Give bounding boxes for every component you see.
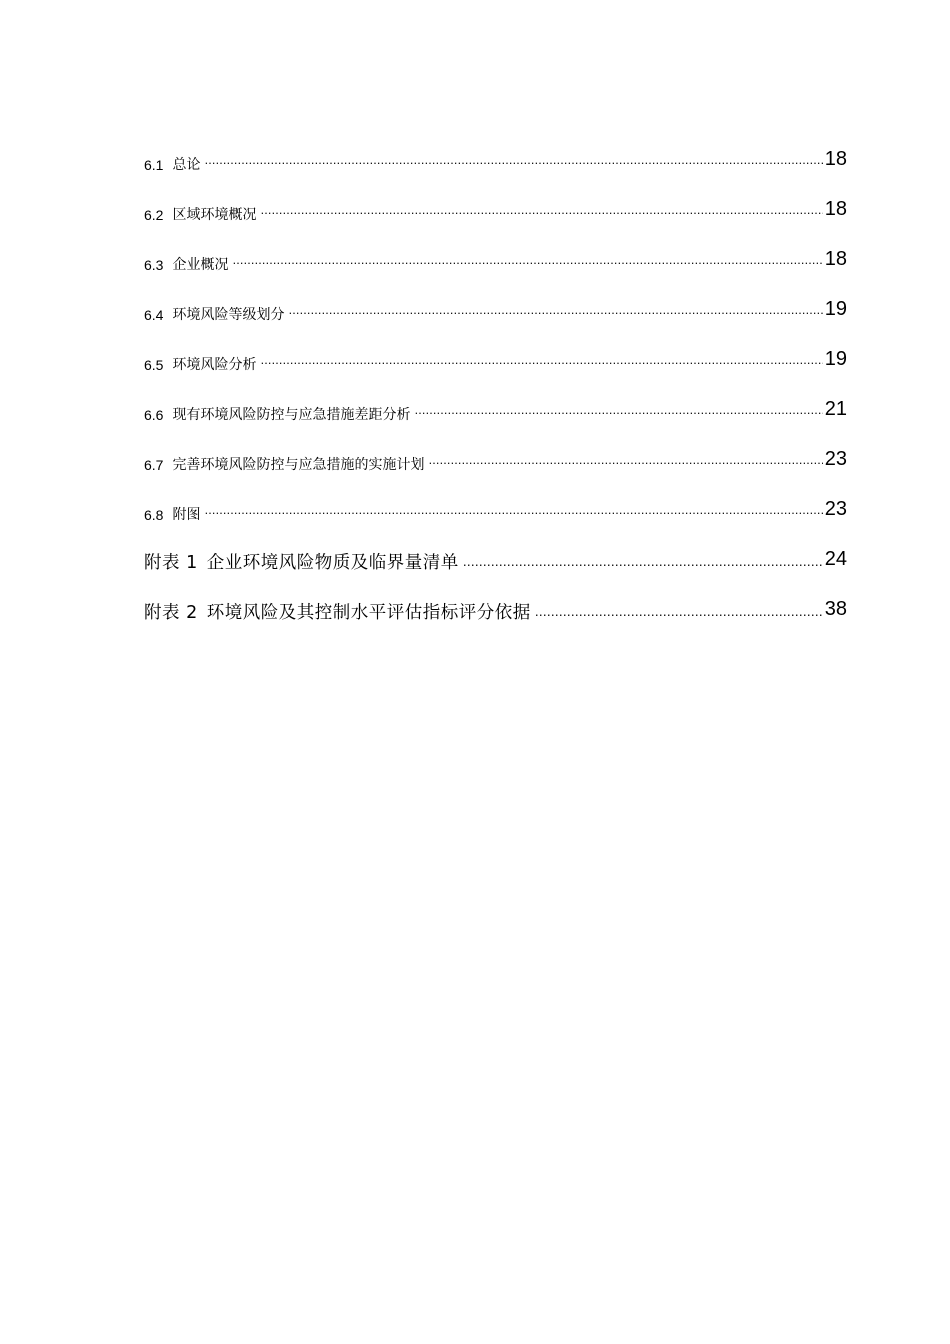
toc-entry-number: 6.8 [144, 507, 164, 523]
toc-entry-6-5[interactable] [144, 324, 847, 374]
toc-entry-appendix-1[interactable] [144, 524, 847, 574]
toc-entry-6-3[interactable] [144, 224, 847, 274]
toc-dot-leader [260, 204, 822, 224]
toc-entry-number: 附表 1 [144, 553, 198, 573]
toc-entry-number: 6.1 [144, 157, 164, 173]
toc-entry-title: 现有环境风险防控与应急措施差距分析 [172, 407, 411, 423]
toc-entry-number: 6.7 [144, 457, 164, 473]
toc-entry-page-number: 21 [824, 398, 847, 420]
toc-entry-title: 企业环境风险物质及临界量清单 [206, 553, 459, 573]
toc-entry-6-8[interactable] [144, 474, 847, 524]
toc-entry-page-number: 18 [824, 148, 847, 170]
toc-entry-page-number: 38 [824, 598, 847, 620]
toc-entry-6-6[interactable] [144, 374, 847, 424]
toc-dot-leader [288, 304, 822, 324]
toc-entry-page-number: 23 [824, 498, 847, 520]
toc-dot-leader [463, 555, 823, 574]
toc-dot-leader [414, 404, 822, 424]
toc-dot-leader [260, 354, 822, 374]
toc-entry-title: 完善环境风险防控与应急措施的实施计划 [172, 457, 425, 473]
toc-entry-page-number: 19 [824, 298, 847, 320]
toc-entry-page-number: 18 [824, 248, 847, 270]
toc-entry-number: 6.6 [144, 407, 164, 423]
toc-dot-leader [204, 504, 822, 524]
toc-dot-leader [535, 605, 823, 624]
toc-entry-number: 附表 2 [144, 603, 198, 623]
toc-entry-page-number: 19 [824, 348, 847, 370]
toc-dot-leader [428, 454, 822, 474]
toc-entry-title: 企业概况 [172, 257, 229, 273]
toc-entry-appendix-2[interactable] [144, 574, 847, 624]
toc-entry-page-number: 18 [824, 198, 847, 220]
toc-entry-page-number: 23 [824, 448, 847, 470]
toc-entry-title: 环境风险分析 [172, 357, 257, 373]
toc-dot-leader [204, 154, 822, 174]
toc-entry-number: 6.2 [144, 207, 164, 223]
toc-entry-title: 环境风险等级划分 [172, 307, 285, 323]
toc-entry-title: 总论 [172, 157, 201, 173]
toc-entry-number: 6.3 [144, 257, 164, 273]
toc-entry-title: 环境风险及其控制水平评估指标评分依据 [206, 603, 531, 623]
toc-entry-6-4[interactable] [144, 274, 847, 324]
toc-dot-leader [232, 254, 822, 274]
toc-entry-6-2[interactable] [144, 174, 847, 224]
toc-entry-6-1[interactable] [144, 124, 847, 174]
toc-entry-title: 附图 [172, 507, 201, 523]
toc-entry-title: 区域环境概况 [172, 207, 257, 223]
toc-entry-page-number: 24 [824, 548, 847, 570]
toc-entry-number: 6.4 [144, 307, 164, 323]
table-of-contents [144, 124, 847, 624]
toc-entry-6-7[interactable] [144, 424, 847, 474]
toc-entry-number: 6.5 [144, 357, 164, 373]
